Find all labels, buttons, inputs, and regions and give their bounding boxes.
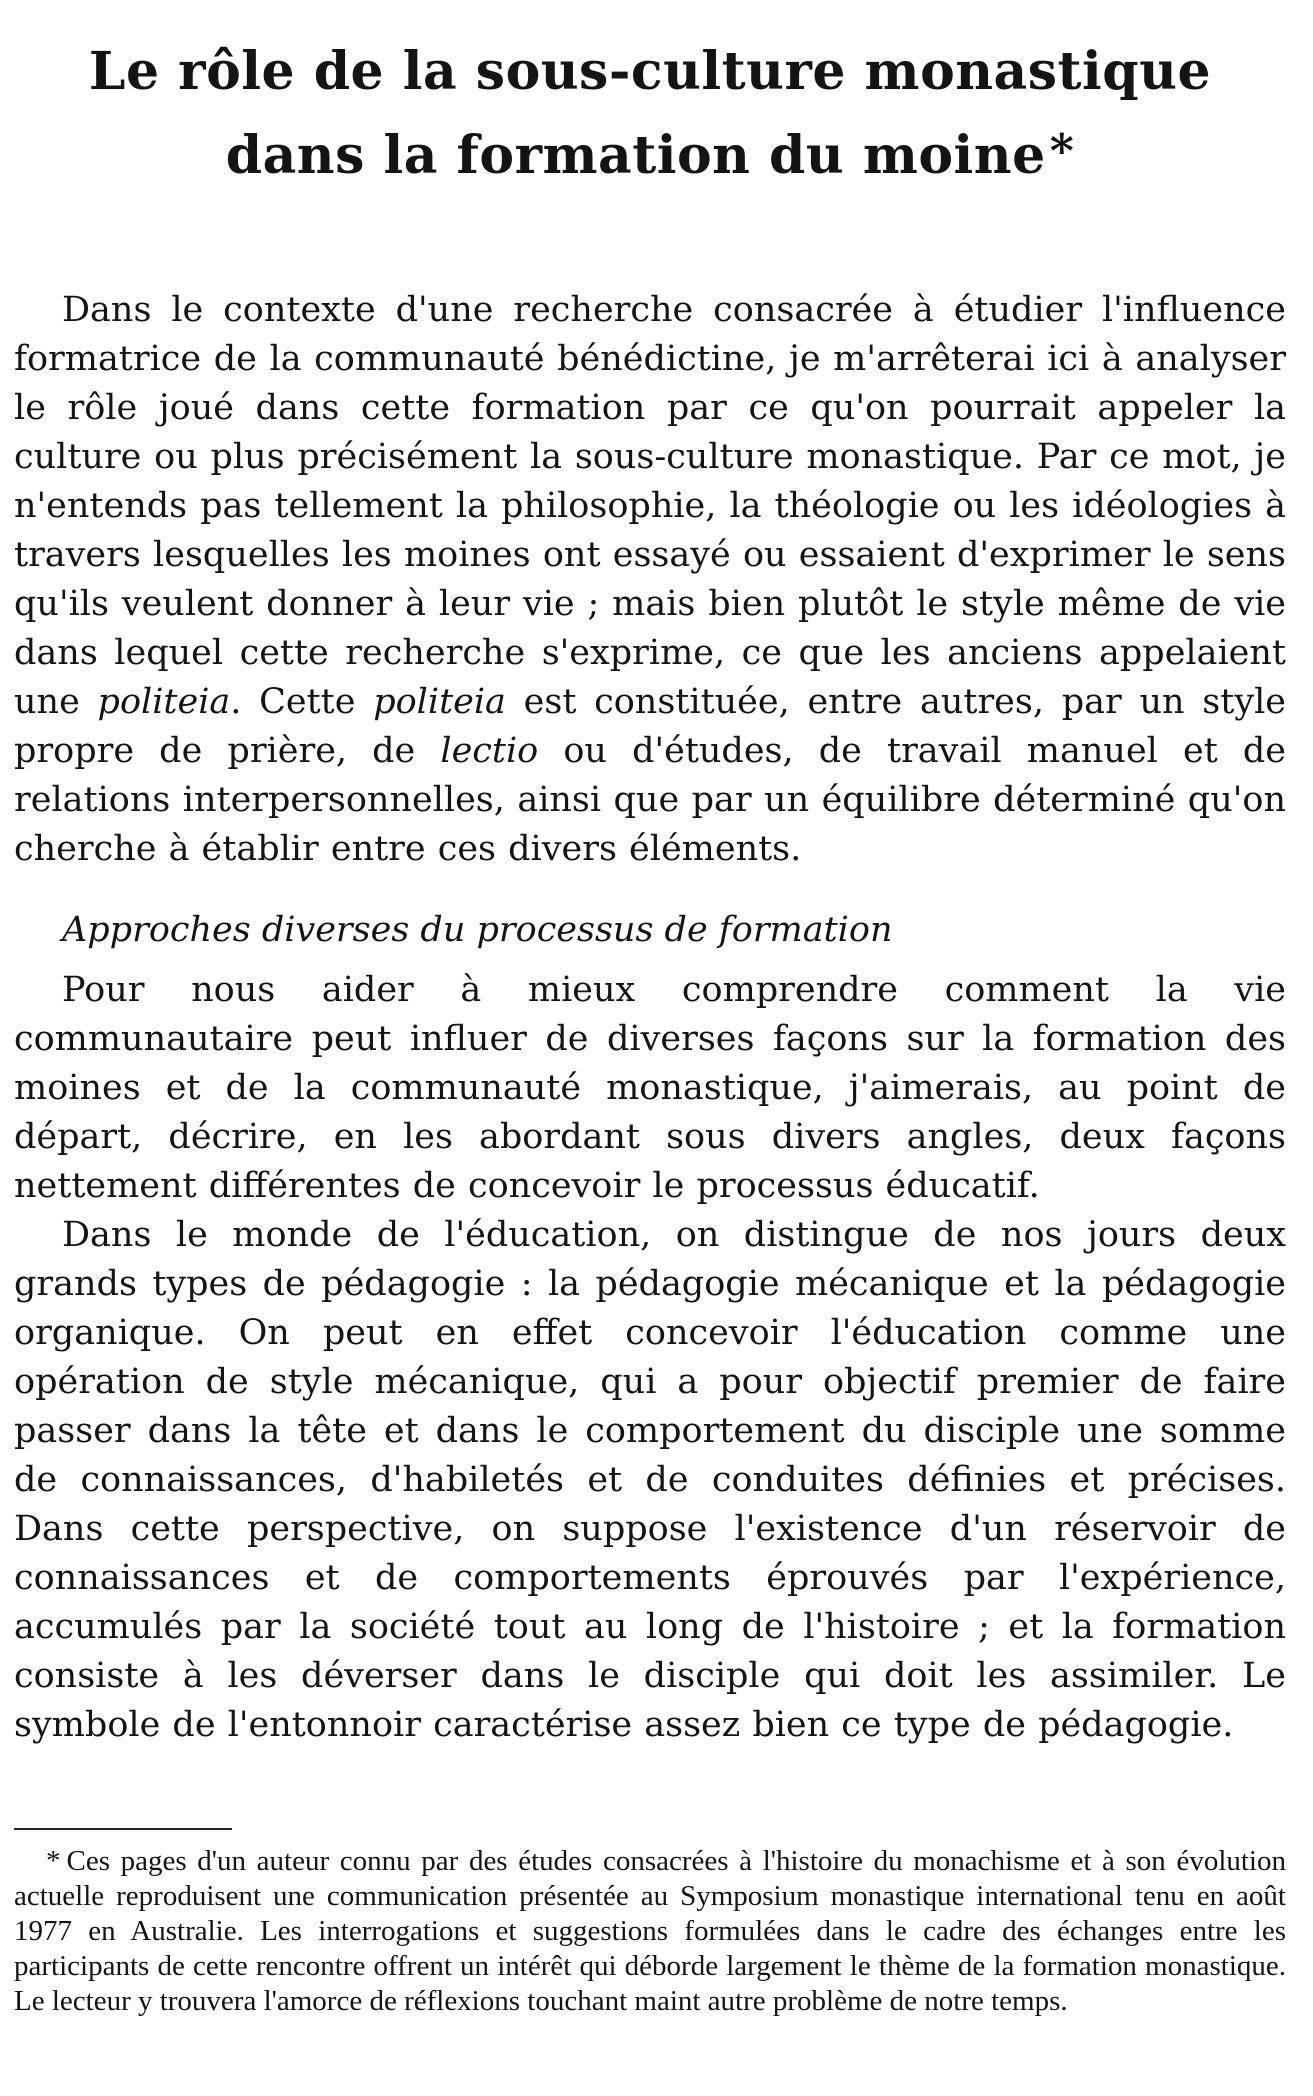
paragraph-1-text-4: ou d'études, de travail manuel et de relations interpersonnelles, ainsi que par un équilibre déterminé qu'on cherche à établir entre ces divers éléments. (14, 731, 1286, 869)
footnote (14, 1844, 1286, 2019)
title-line-1: Le rôle de la sous-culture monastique (88, 41, 1212, 102)
article-title (14, 0, 1286, 199)
italic-term-politeia-2: politeia (373, 682, 506, 722)
paragraph-1-text-2: . Cette (230, 682, 374, 722)
article-body (14, 286, 1286, 1750)
paragraph-3: Dans le monde de l'éducation, on distingue de nos jours deux grands types de pédagogie : la pédagogie mécanique et la pédagogie organique. On peut en effet concevoir l'éducation comme une opération de style mécanique, qui a pour objectif premier de faire passer dans la tête et dans le comportement du disciple une somme de connaissances, d'habiletés et de conduites définies et précises. Dans cette perspective, on suppose l'existence d'un réservoir de connaissances et de comportements éprouvés par l'expérience, accumulés par la société tout au long de l'histoire ; et la formation consiste à les déverser dans le disciple qui doit les assimiler. Le symbole de l'entonnoir caractérise assez bien ce type de pédagogie. (14, 1215, 1286, 1745)
italic-term-politeia-1: politeia (97, 682, 231, 722)
document-page (14, 0, 1286, 2096)
paragraph-1-text-3: est constituée, entre autres, par un style propre de prière, de (14, 682, 1286, 771)
italic-term-lectio: lectio (440, 731, 539, 771)
title-footnote-mark: * (1049, 124, 1075, 178)
paragraph-1 (14, 286, 1286, 874)
section-heading: Approches diverses du processus de formation (62, 910, 893, 950)
title-line-2-text: dans la formation du moine (225, 125, 1046, 186)
paragraph-1-text: Dans le contexte d'une recherche consacrée à étudier l'influence formatrice de la communauté bénédictine, je m'arrêterai ici à analyser le rôle joué dans cette formation par ce qu'on pourrait appeler la culture ou plus précisément la sous-culture monastique. Par ce mot, je n'entends pas tellement la philosophie, la théologie ou les idéologies à travers lesquelles les moines ont essayé ou essaient d'exprimer le sens qu'ils veulent donner à leur vie ; mais bien plutôt le style même de vie dans lequel cette recherche s'exprime, ce que les anciens appelaient une (14, 290, 1286, 722)
footnote-mark: * (46, 1845, 61, 1877)
footnote-separator (14, 1828, 232, 1830)
footnote-text: Ces pages d'un auteur connu par des études consacrées à l'histoire du monachisme et à son évolution actuelle reproduisent une communication présentée au Symposium monastique international tenu en août 1977 en Australie. Les interrogations et suggestions formulées dans le cadre des échanges entre les participants de cette rencontre offrent un intérêt qui déborde largement le thème de la formation monastique. Le lecteur y trouvera l'amorce de réflexions touchant maint autre problème de notre temps. (14, 1845, 1286, 2017)
paragraph-2: Pour nous aider à mieux comprendre comment la vie communautaire peut influer de diverses façons sur la formation des moines et de la communauté monastique, j'aimerais, au point de départ, décrire, en les abordant sous divers angles, deux façons nettement différentes de concevoir le processus éducatif. (14, 970, 1286, 1206)
title-line-2 (14, 114, 1286, 199)
